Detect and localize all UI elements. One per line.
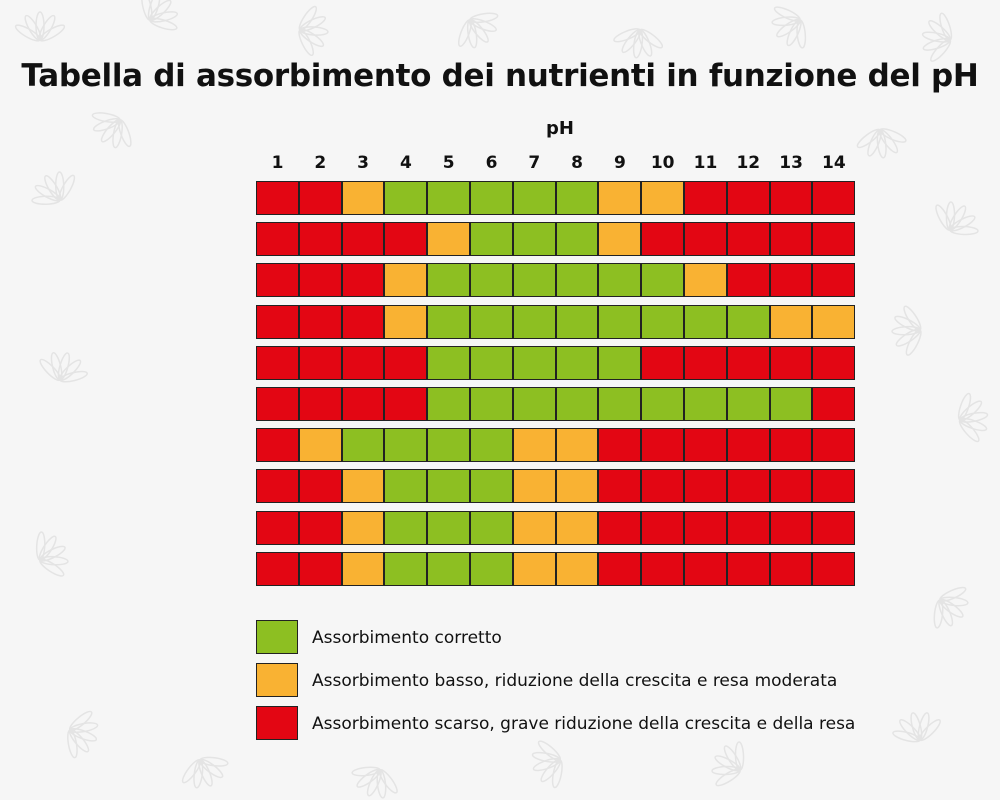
heatmap-cell [556,181,599,215]
heatmap-cell [513,511,556,545]
heatmap-cell [342,387,385,421]
heatmap-cell [770,469,813,503]
heatmap-cell [598,469,641,503]
x-tick-label: 14 [822,153,846,173]
heatmap-cell [812,387,855,421]
heatmap-cell [342,511,385,545]
heatmap-cell [342,305,385,339]
x-tick-label: 3 [357,153,370,173]
heatmap-cell [598,346,641,380]
heatmap-cell [598,428,641,462]
heatmap-cell [299,181,342,215]
heatmap-cell [770,263,813,297]
heatmap-cell [684,469,727,503]
heatmap-cell [770,387,813,421]
heatmap-cell [427,469,470,503]
background-leaf-icon [174,747,235,796]
heatmap-cell [342,552,385,586]
heatmap-cell [256,181,299,215]
heatmap-cell [598,552,641,586]
background-leaf-icon [525,734,572,794]
heatmap-cell [470,511,513,545]
heatmap-cell [299,346,342,380]
heatmap-cell [556,552,599,586]
heatmap-cell [342,346,385,380]
heatmap-cell [513,263,556,297]
x-axis-title: pH [546,118,574,139]
x-tick-label: 2 [314,153,327,173]
background-leaf-icon [34,346,93,391]
heatmap-cell [513,222,556,256]
legend-label: Assorbimento scarso, grave riduzione della crescita e della resa [312,714,856,734]
x-tick-label: 12 [736,153,761,173]
heatmap-cell [812,346,855,380]
heatmap-cell [299,263,342,297]
heatmap-cell [812,222,855,256]
heatmap-cell [727,387,770,421]
heatmap-cell [598,263,641,297]
background-leaf-icon [952,389,993,447]
heatmap-cell [384,346,427,380]
heatmap-cell [727,469,770,503]
heatmap-cell [684,552,727,586]
heatmap-cell [556,387,599,421]
legend-swatch [256,663,298,697]
heatmap-cell [470,222,513,256]
heatmap-cell [470,387,513,421]
x-tick-label: 11 [693,153,718,173]
heatmap-cell [812,305,855,339]
heatmap-cell [727,305,770,339]
heatmap-cell [812,428,855,462]
background-leaf-icon [447,1,508,58]
heatmap-cell [256,469,299,503]
heatmap-cell [556,305,599,339]
heatmap-cell [427,511,470,545]
background-leaf-icon [82,100,142,158]
heatmap-cell [770,305,813,339]
legend-swatch [256,620,298,654]
heatmap-cell [641,181,684,215]
heatmap-cell [684,263,727,297]
heatmap-cell [470,428,513,462]
heatmap-cell [470,263,513,297]
heatmap-cell [770,222,813,256]
heatmap-cell [641,222,684,256]
background-leaf-icon [25,524,77,585]
heatmap-cell [556,222,599,256]
heatmap-cell [384,305,427,339]
background-leaf-icon [130,0,189,42]
background-leaf-icon [854,123,910,161]
legend-swatch [256,706,298,740]
x-tick-label: 10 [650,153,675,173]
legend-item [256,706,956,742]
heatmap-cell [513,305,556,339]
background-leaf-icon [14,12,66,43]
heatmap-cell [342,222,385,256]
heatmap-cell [598,387,641,421]
heatmap-cell [427,305,470,339]
background-leaf-icon [926,192,987,247]
background-leaf-icon [891,304,925,358]
heatmap-cell [470,181,513,215]
heatmap-cell [727,428,770,462]
x-tick-label: 4 [399,153,412,173]
heatmap-cell [427,428,470,462]
heatmap-cell [684,346,727,380]
heatmap-cell [299,469,342,503]
x-tick-label: 6 [485,153,498,173]
heatmap-cell [556,469,599,503]
heatmap-cell [256,305,299,339]
heatmap-cell [727,511,770,545]
heatmap-cell [513,346,556,380]
heatmap-cell [641,263,684,297]
legend-label: Assorbimento corretto [312,628,502,648]
heatmap-cell [342,263,385,297]
x-tick-label: 8 [571,153,584,173]
background-leaf-icon [762,0,818,58]
heatmap-cell [641,469,684,503]
heatmap-cell [641,387,684,421]
heatmap-cell [256,428,299,462]
heatmap-cell [513,181,556,215]
background-leaf-icon [345,756,406,800]
heatmap-cell [299,387,342,421]
heatmap-cell [641,511,684,545]
heatmap-cell [727,552,770,586]
heatmap-cell [684,222,727,256]
heatmap-cell [770,511,813,545]
heatmap-cell [598,305,641,339]
heatmap-cell [384,222,427,256]
heatmap-cell [641,346,684,380]
heatmap-cell [427,346,470,380]
heatmap-cell [256,222,299,256]
heatmap-cell [256,387,299,421]
heatmap-cell [427,552,470,586]
heatmap-cell [342,469,385,503]
heatmap-cell [427,181,470,215]
heatmap-cell [598,181,641,215]
heatmap-cell [299,305,342,339]
heatmap-cell [384,469,427,503]
background-leaf-icon [703,734,755,795]
heatmap-cell [684,181,727,215]
heatmap-cell [598,511,641,545]
legend-item [256,620,956,656]
heatmap-cell [812,181,855,215]
heatmap-cell [641,305,684,339]
heatmap-cell [513,552,556,586]
heatmap-cell [641,428,684,462]
x-tick-label: 7 [528,153,541,173]
heatmap-cell [513,428,556,462]
heatmap-cell [384,511,427,545]
heatmap-cell [556,511,599,545]
background-leaf-icon [610,23,666,61]
background-leaf-icon [23,162,84,216]
heatmap-cell [256,346,299,380]
heatmap-cell [770,346,813,380]
heatmap-cell [727,222,770,256]
heatmap-cell [384,387,427,421]
heatmap-cell [556,428,599,462]
heatmap-cell [256,263,299,297]
heatmap-cell [256,552,299,586]
heatmap-cell [812,469,855,503]
heatmap-cell [342,428,385,462]
chart-title: Tabella di assorbimento dei nutrienti in funzione del pH [21,58,979,94]
heatmap-cell [470,346,513,380]
heatmap-cell [299,428,342,462]
heatmap-cell [684,428,727,462]
heatmap-cell [427,263,470,297]
heatmap-cell [384,428,427,462]
heatmap-cell [684,305,727,339]
heatmap-cell [470,552,513,586]
legend-item [256,663,956,699]
heatmap-cell [384,552,427,586]
legend-label: Assorbimento basso, riduzione della crescita e resa moderata [312,671,838,691]
heatmap-cell [513,469,556,503]
x-tick-label: 9 [613,153,626,173]
heatmap-cell [384,181,427,215]
heatmap-cell [812,511,855,545]
heatmap-cell [299,222,342,256]
heatmap-cell [299,511,342,545]
heatmap-cell [427,387,470,421]
heatmap-cell [256,511,299,545]
heatmap-cell [684,511,727,545]
heatmap-cell [770,552,813,586]
heatmap-cell [598,222,641,256]
heatmap-cell [727,263,770,297]
heatmap-cell [342,181,385,215]
heatmap-cell [556,346,599,380]
x-tick-label: 13 [779,153,803,173]
heatmap-cell [727,181,770,215]
x-tick-label: 5 [442,153,455,173]
heatmap-cell [470,305,513,339]
heatmap-cell [641,552,684,586]
heatmap-cell [727,346,770,380]
heatmap-cell [684,387,727,421]
x-tick-label: 1 [271,153,284,173]
heatmap-cell [770,181,813,215]
background-leaf-icon [58,704,106,764]
heatmap-cell [556,263,599,297]
heatmap-cell [770,428,813,462]
heatmap-cell [812,552,855,586]
heatmap-cell [384,263,427,297]
heatmap-cell [299,552,342,586]
background-leaf-icon [295,4,330,59]
heatmap-cell [513,387,556,421]
heatmap-cell [427,222,470,256]
heatmap-cell [470,469,513,503]
heatmap-cell [812,263,855,297]
